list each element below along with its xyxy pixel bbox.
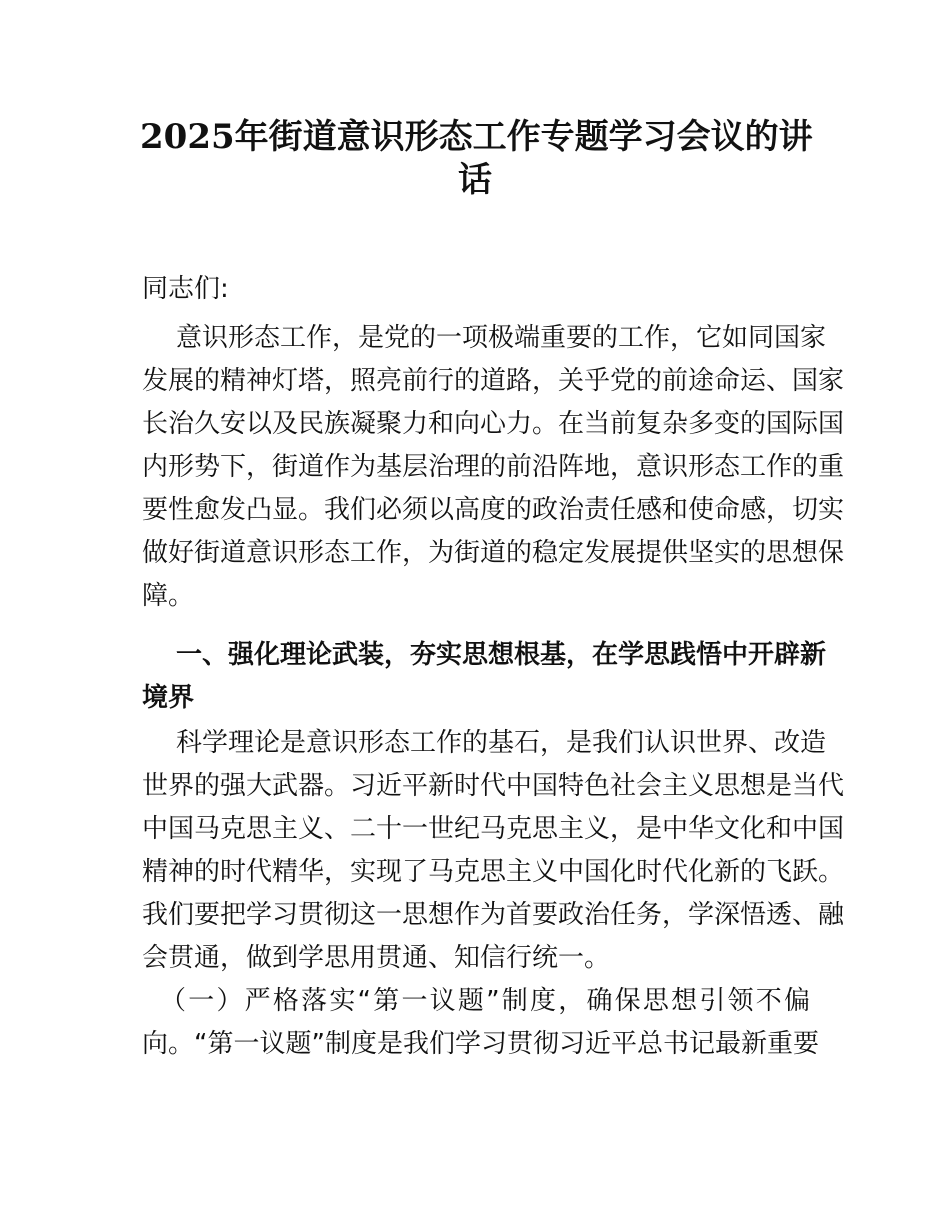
text-line: 意识形态工作，是党的一项极端重要的工作，它如同国家	[176, 323, 827, 353]
text-line: 境界	[142, 683, 195, 713]
text-line: 世界的强大武器。习近平新时代中国特色社会主义思想是当代	[142, 771, 845, 801]
text-line: 中国马克思主义、二十一世纪马克思主义，是中华文化和中国	[142, 814, 845, 844]
text-line: 做好街道意识形态工作，为街道的稳定发展提供坚实的思想保	[142, 538, 845, 568]
text-line: 要性愈发凸显。我们必须以高度的政治责任感和使命感，切实	[142, 495, 845, 525]
text-line: （一）严格落实“第一议题”制度，确保思想引领不偏	[160, 986, 810, 1016]
text-line: 会贯通，做到学思用贯通、知信行统一。	[142, 943, 611, 973]
text-line: 障。	[142, 581, 195, 611]
title-line: 话	[458, 160, 492, 200]
text-line: 发展的精神灯塔，照亮前行的道路，关乎党的前途命运、国家	[142, 366, 845, 396]
text-line: 长治久安以及民族凝聚力和向心力。在当前复杂多变的国际国	[142, 409, 845, 439]
text-line: 内形势下，街道作为基层治理的前沿阵地，意识形态工作的重	[142, 452, 845, 482]
paragraph-theory	[142, 722, 845, 980]
document-title	[140, 116, 813, 202]
title-line: 2025年街道意识形态工作专题学习会议的讲	[140, 117, 813, 157]
section-heading	[142, 634, 827, 720]
text-line: 向。“第一议题”制度是我们学习贯彻习近平总书记最新重要	[142, 1029, 819, 1059]
text-line: 一、强化理论武装，夯实思想根基，在学思践悟中开辟新	[176, 640, 827, 670]
text-line: 科学理论是意识形态工作的基石，是我们认识世界、改造	[176, 728, 827, 758]
salutation: 同志们:	[142, 274, 229, 304]
paragraph-intro	[142, 317, 845, 618]
text-line: 精神的时代精华，实现了马克思主义中国化时代化新的飞跃。	[142, 857, 845, 887]
text-line: 我们要把学习贯彻这一思想作为首要政治任务，学深悟透、融	[142, 900, 845, 930]
paragraph-subsection	[142, 980, 819, 1066]
